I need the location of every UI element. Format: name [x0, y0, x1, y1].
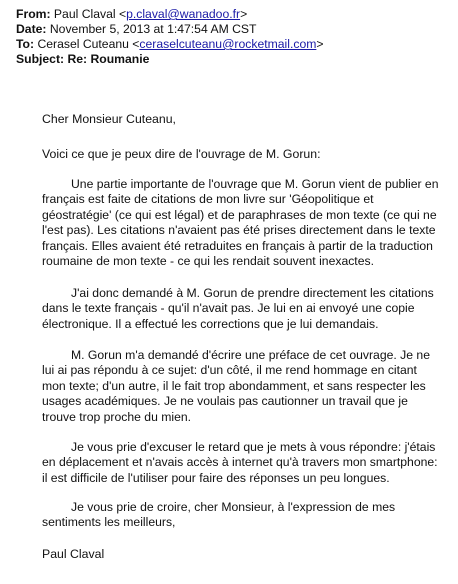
paragraph-5: Je vous prie de croire, cher Monsieur, à l'expression de mes sentiments les meilleurs, [42, 500, 396, 530]
greeting: Cher Monsieur Cuteanu, [42, 112, 176, 126]
paragraph-3: M. Gorun m'a demandé d'écrire une préface de cet ouvrage. Je ne lui ai pas répondu à ce sujet: d'un côté, il me rend hommage en citant mon texte; d'un autre, il le fait trop abondamment, et sans respecter les usages académiques. Je ne voulais pas cautionner un travail que je trouve trop proche du mien. [42, 348, 430, 424]
subject-label: Subject: [16, 52, 65, 66]
intro-line: Voici ce que je peux dire de l'ouvrage de M. Gorun: [42, 147, 321, 161]
paragraph-1: Une partie importante de l'ouvrage que M. Gorun vient de publier en français est faite de citations de mon livre sur 'Géopolitique et géostratégie' (ce qui est légal) et de paraphrases de mon texte (ce qui ne l'est pas). Les citations n'avaient pas été prises directement dans le texte français. Elles avaient été retraduites en français à partir de la traduction roumaine de mon texte - ce qui les rendait souvent inexactes. [42, 177, 439, 269]
to-row [16, 37, 324, 51]
signature: Paul Claval [42, 547, 105, 561]
paragraph-4: Je vous prie d'excuser le retard que je mets à vous répondre: j'étais en déplacement et n'avais accès à internet qu'à travers mon smartphone: il est difficile de l'utiliser pour faire des réponses un peu longues. [42, 440, 438, 485]
date-value: November 5, 2013 at 1:47:54 AM CST [49, 22, 257, 36]
from-label: From: [16, 7, 51, 21]
to-label: To: [16, 37, 35, 51]
subject-value: Re: Roumanie [67, 52, 150, 66]
subject-row [16, 52, 149, 66]
from-email-close: > [240, 7, 248, 21]
date-row [16, 22, 257, 36]
from-name: Paul Claval < [53, 7, 127, 21]
from-row [16, 7, 247, 21]
to-email-link[interactable]: ceraselcuteanu@rocketmail.com [139, 37, 317, 51]
to-name: Cerasel Cuteanu < [37, 37, 140, 51]
to-email-close: > [316, 37, 324, 51]
paragraph-2: J'ai donc demandé à M. Gorun de prendre directement les citations dans le texte français - qu'il n'avait pas. Je lui en ai envoyé une copie électronique. Il a effectué les corrections que je lui demandais. [42, 286, 434, 331]
from-email-link[interactable]: p.claval@wanadoo.fr [126, 7, 241, 21]
date-label: Date: [16, 22, 47, 36]
